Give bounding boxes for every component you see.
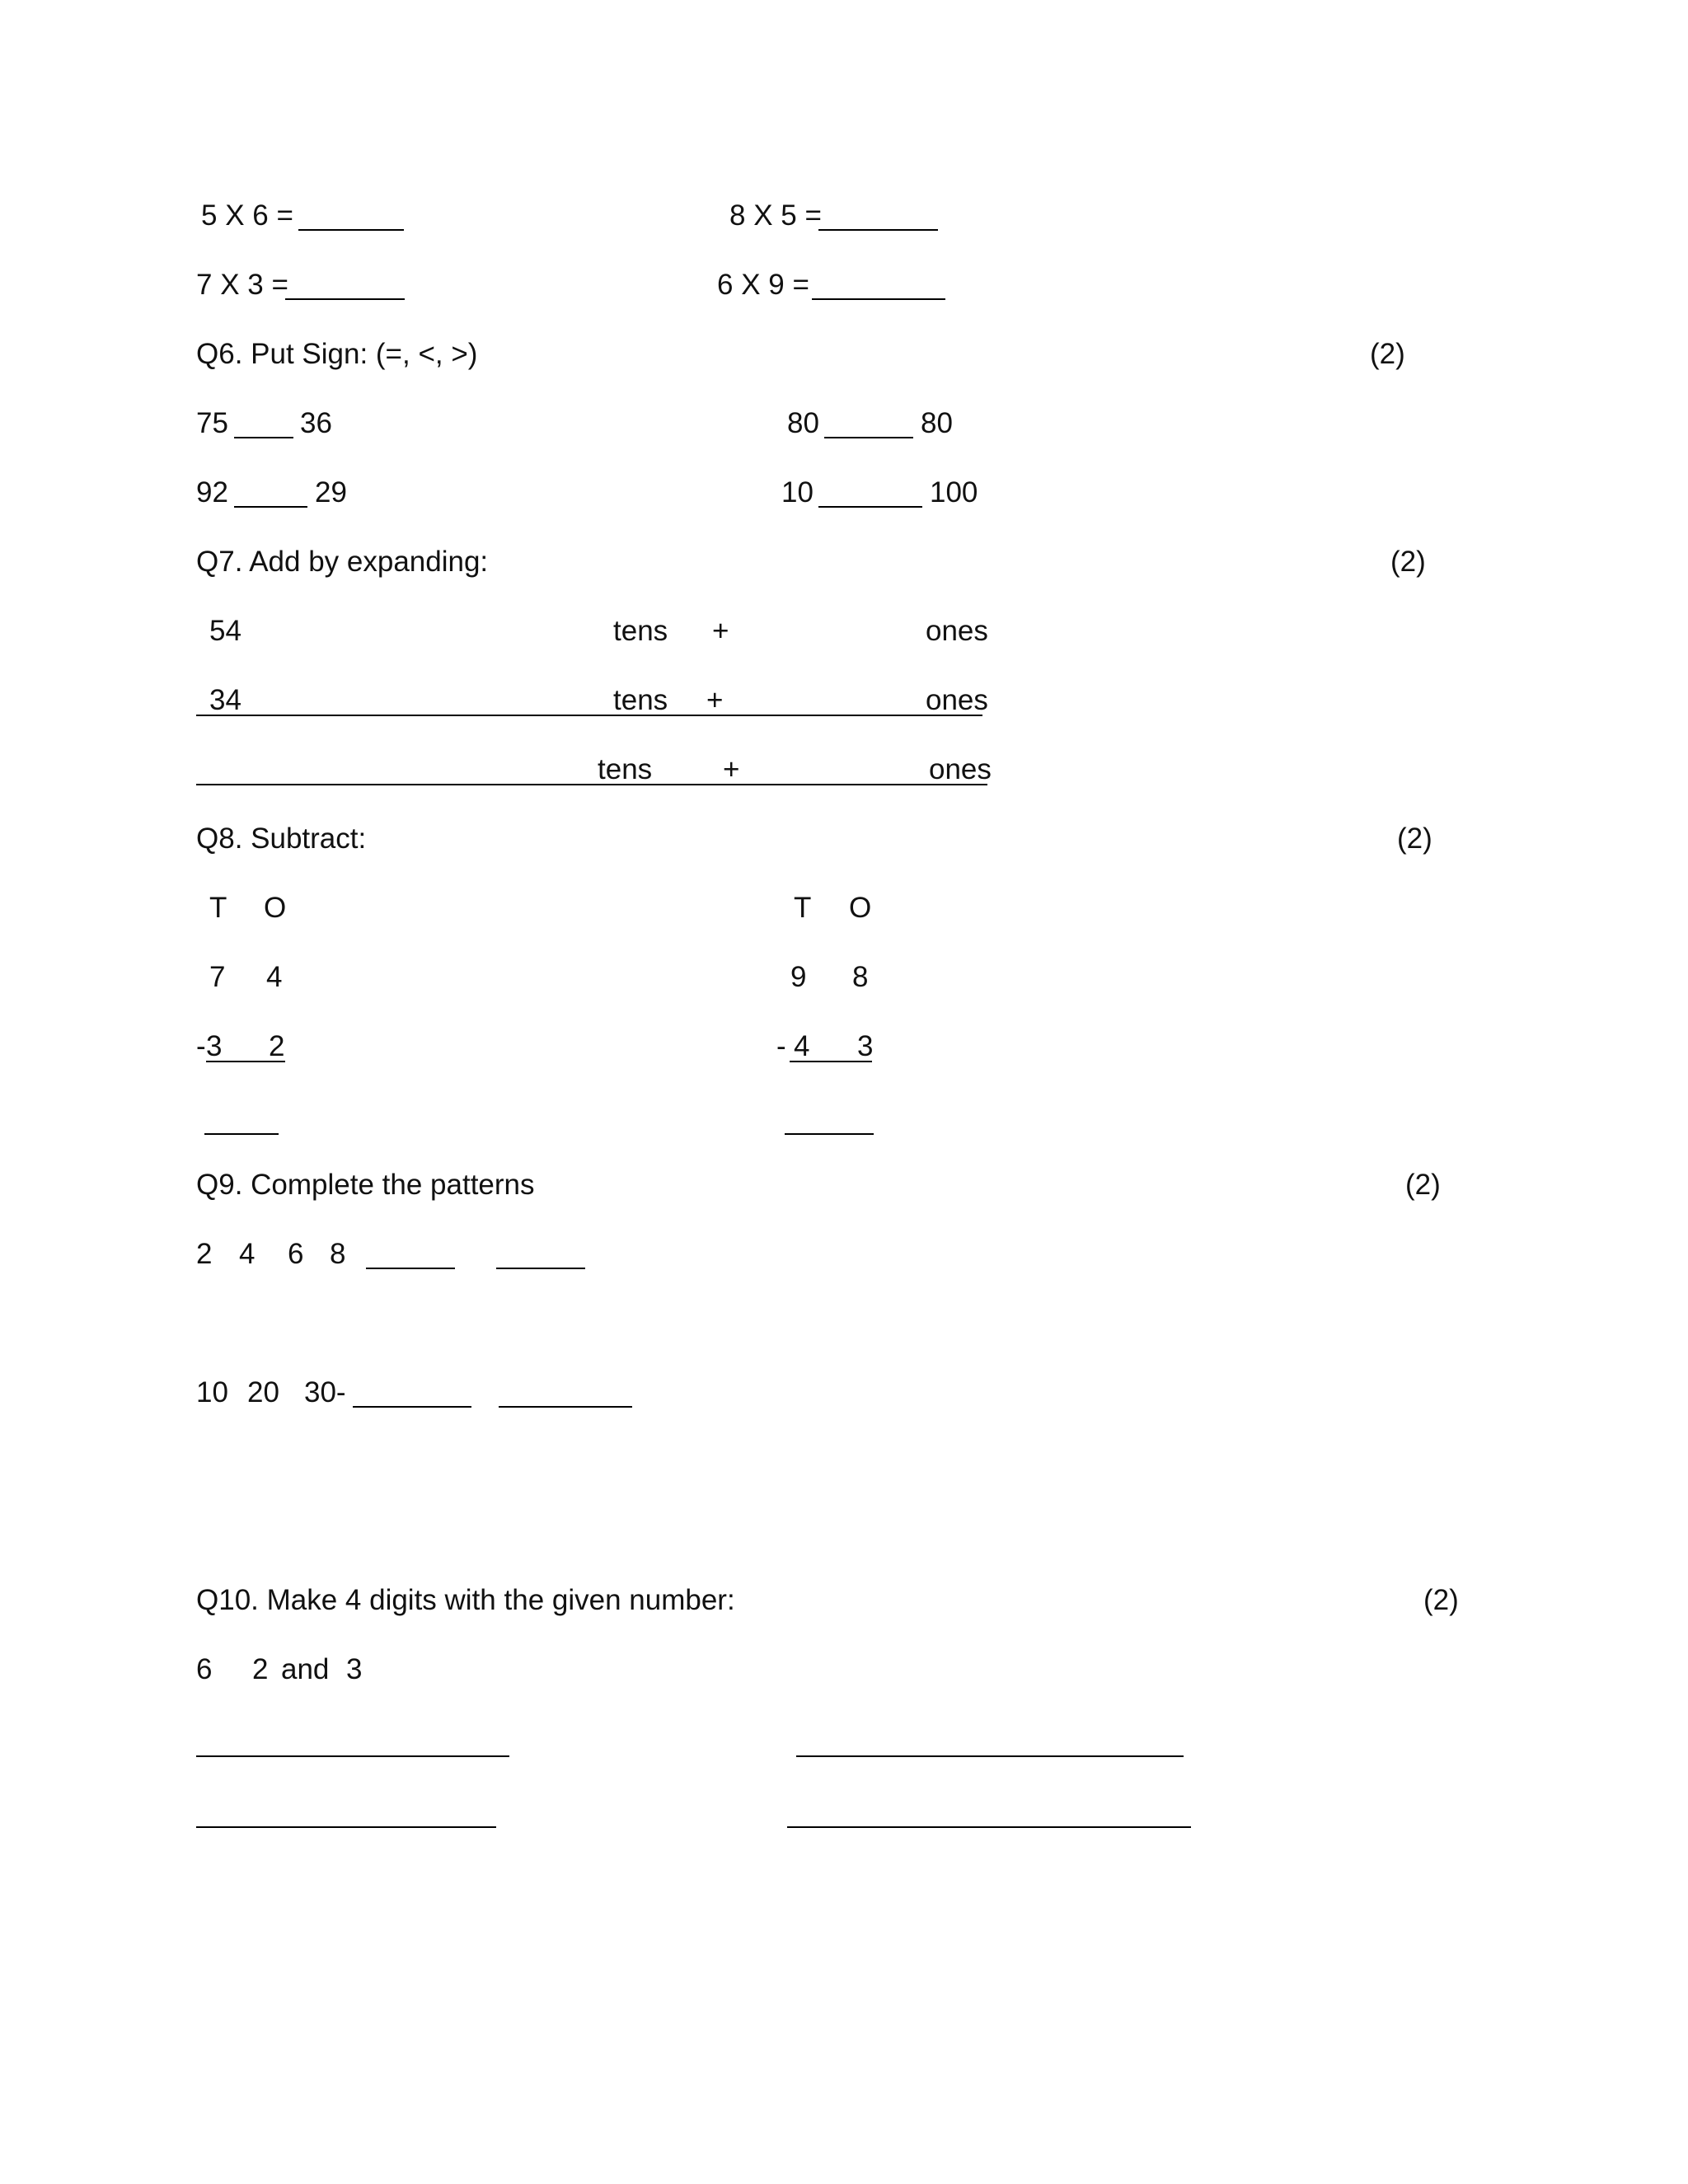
q7-heading: Q7. Add by expanding:	[196, 546, 489, 578]
q8-p1-bottom-t: 3	[206, 1030, 223, 1062]
q8-p2-t-label: T	[794, 892, 812, 924]
sign-blank[interactable]	[818, 506, 922, 508]
q6-pair2-left: 80	[787, 407, 819, 439]
q9-marks: (2)	[1405, 1169, 1441, 1201]
q9-pattern2-term: 10	[196, 1376, 228, 1408]
q9-pattern1-term: 2	[196, 1238, 213, 1270]
sign-blank[interactable]	[234, 506, 307, 508]
answer-blank[interactable]	[285, 298, 405, 300]
q10-digit: 2	[252, 1653, 269, 1685]
q7-row2-ones: ones	[926, 684, 988, 716]
q8-p1-answer-line[interactable]	[204, 1133, 279, 1135]
pattern-blank[interactable]	[353, 1406, 471, 1408]
q9-pattern2-term: 30-	[304, 1376, 346, 1408]
q10-digit: 3	[346, 1653, 363, 1685]
q6-pair2-right: 80	[921, 407, 953, 439]
q9-pattern2-term: 20	[247, 1376, 279, 1408]
pattern-blank[interactable]	[366, 1268, 455, 1269]
q8-p1-t-label: T	[209, 892, 227, 924]
q10-answer-line-4[interactable]	[787, 1826, 1191, 1828]
q9-pattern1-term: 4	[239, 1238, 256, 1270]
answer-blank[interactable]	[812, 298, 945, 300]
q7-marks: (2)	[1390, 546, 1426, 578]
q8-p1-minus: -	[196, 1030, 206, 1062]
q10-answer-line-3[interactable]	[196, 1826, 496, 1828]
q8-p1-underline	[206, 1061, 285, 1062]
q6-marks: (2)	[1370, 338, 1405, 370]
q8-p2-answer-line[interactable]	[785, 1133, 874, 1135]
q8-marks: (2)	[1397, 823, 1432, 855]
answer-blank[interactable]	[818, 229, 938, 231]
q8-p1-bottom-o: 2	[269, 1030, 285, 1062]
q6-heading: Q6. Put Sign: (=, <, >)	[196, 338, 478, 370]
q6-pair4-left: 10	[781, 476, 814, 509]
q7-row2-number: 34	[209, 684, 241, 716]
q7-row1-tens: tens	[613, 615, 668, 647]
q7-row1-ones: ones	[926, 615, 988, 647]
q8-p2-o-label: O	[849, 892, 872, 924]
q10-marks: (2)	[1423, 1584, 1459, 1616]
q10-answer-line-1[interactable]	[196, 1755, 509, 1757]
q7-row1-plus: +	[712, 615, 729, 647]
q9-pattern1-term: 6	[288, 1238, 304, 1270]
multiplication-expr-1: 5 X 6 =	[201, 199, 293, 232]
pattern-blank[interactable]	[496, 1268, 585, 1269]
q6-pair1-left: 75	[196, 407, 228, 439]
q8-p1-top-o: 4	[266, 961, 283, 993]
q6-pair3-right: 29	[315, 476, 347, 509]
q8-p2-top-o: 8	[852, 961, 869, 993]
q7-sum-answer-line[interactable]	[196, 784, 987, 785]
q10-and: and	[281, 1653, 330, 1685]
q8-p2-minus: -	[776, 1030, 786, 1062]
multiplication-expr-4: 6 X 9 =	[717, 269, 809, 301]
q7-row2-underline	[196, 715, 982, 716]
q7-row2-tens: tens	[613, 684, 668, 716]
multiplication-expr-2: 8 X 5 =	[729, 199, 822, 232]
q10-heading: Q10. Make 4 digits with the given number:	[196, 1584, 735, 1616]
q8-p1-o-label: O	[264, 892, 287, 924]
q8-p1-top-t: 7	[209, 961, 226, 993]
q6-pair3-left: 92	[196, 476, 228, 509]
pattern-blank[interactable]	[499, 1406, 632, 1408]
q8-p2-bottom-t: 4	[794, 1030, 810, 1062]
sign-blank[interactable]	[824, 437, 913, 438]
q10-digit: 6	[196, 1653, 213, 1685]
q10-answer-line-2[interactable]	[796, 1755, 1184, 1757]
q8-p2-underline	[790, 1061, 872, 1062]
q7-row3-ones: ones	[929, 753, 992, 785]
q9-heading: Q9. Complete the patterns	[196, 1169, 535, 1201]
q9-pattern1-term: 8	[330, 1238, 346, 1270]
q8-heading: Q8. Subtract:	[196, 823, 367, 855]
sign-blank[interactable]	[234, 437, 293, 438]
q6-pair4-right: 100	[930, 476, 978, 509]
answer-blank[interactable]	[298, 229, 404, 231]
multiplication-expr-3: 7 X 3 =	[196, 269, 288, 301]
q7-row1-number: 54	[209, 615, 241, 647]
q7-row3-plus: +	[723, 753, 740, 785]
q8-p2-top-t: 9	[790, 961, 807, 993]
q7-row2-plus: +	[706, 684, 724, 716]
q7-row3-tens: tens	[598, 753, 653, 785]
q8-p2-bottom-o: 3	[857, 1030, 874, 1062]
q6-pair1-right: 36	[300, 407, 332, 439]
